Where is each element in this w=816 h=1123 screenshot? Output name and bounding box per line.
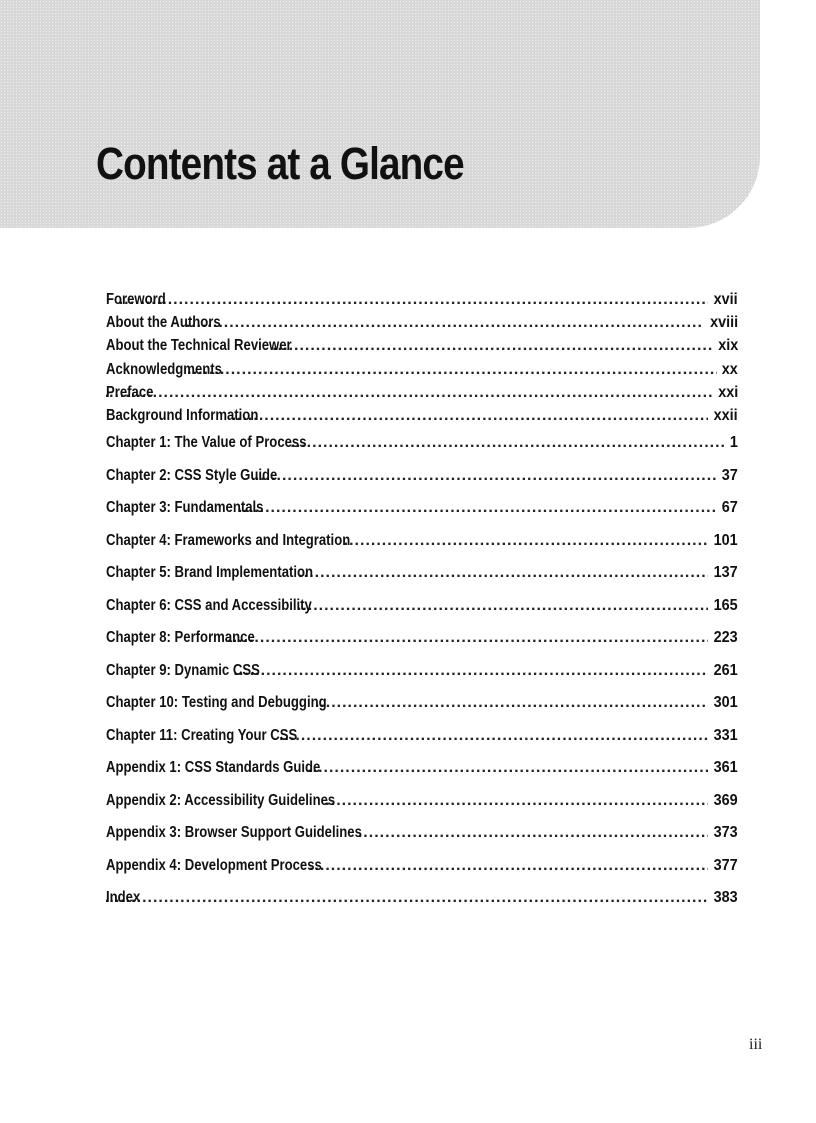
toc-entry-page: xxii (713, 406, 738, 424)
toc-entry-page: xviii (709, 314, 738, 332)
dot-leader (186, 311, 704, 334)
toc-entry-page: 37 (721, 466, 738, 484)
toc-entry-label: Acknowledgments (106, 360, 222, 378)
toc-entry-chapter-4[interactable] (106, 525, 738, 558)
toc-entry-page: xvii (713, 291, 738, 308)
toc-entry-page: 383 (713, 889, 738, 907)
toc-entry-label: Background Information (106, 406, 259, 424)
toc-entry-page: 223 (713, 629, 738, 647)
toc-entry-page: xx (721, 360, 738, 378)
toc-entry-page: xxi (717, 383, 738, 401)
dot-leader (298, 557, 708, 590)
dot-leader (358, 817, 708, 850)
toc-entry-page: 369 (713, 791, 738, 809)
toc-entry-page: 361 (713, 759, 738, 777)
toc-entry-chapter-9[interactable] (106, 655, 738, 688)
toc-entry-label: Chapter 9: Dynamic CSS (106, 661, 260, 679)
toc-entry-chapter-11[interactable] (106, 720, 738, 753)
toc-entry-label: Chapter 6: CSS and Accessibility (106, 596, 312, 614)
toc-entry-chapter-8[interactable] (106, 622, 738, 655)
toc-entry-preface[interactable] (106, 381, 738, 404)
toc-entry-page: 137 (713, 564, 738, 582)
toc-entry-appendix-1[interactable] (106, 752, 738, 785)
toc-entry-label: About the Authors (106, 314, 221, 332)
toc-entry-acknowledgments[interactable] (106, 358, 738, 381)
toc-entry-index[interactable] (106, 882, 738, 915)
toc-entry-label: Appendix 4: Development Process (106, 856, 322, 874)
toc-entry-chapter-10[interactable] (106, 687, 738, 720)
toc-entry-label: Appendix 1: CSS Standards Guide (106, 759, 321, 777)
toc-entry-label: About the Technical Reviewer (106, 337, 292, 355)
toc-entry-chapter-1[interactable] (106, 427, 738, 460)
toc-entry-foreword[interactable] (106, 288, 738, 311)
toc-entry-page: 377 (713, 856, 738, 874)
page-number: iii (749, 1036, 763, 1053)
dot-leader (238, 492, 717, 525)
toc-entry-label: Preface (106, 383, 154, 401)
toc-entry-label: Foreword (106, 291, 166, 308)
toc-entry-page: 331 (713, 726, 738, 744)
toc-entry-label: Appendix 2: Accessibility Guidelines (106, 791, 336, 809)
toc-entry-page: xix (717, 337, 738, 355)
dot-leader (315, 687, 708, 720)
toc-entry-chapter-3[interactable] (106, 492, 738, 525)
page-title: Contents at a Glance (96, 138, 464, 189)
toc-entry-page: 1 (729, 434, 738, 452)
toc-entry-page: 165 (713, 596, 738, 614)
dot-leader (233, 655, 708, 688)
toc-entry-label: Chapter 1: The Value of Process (106, 434, 307, 452)
toc-entry-label: Appendix 3: Browser Support Guidelines (106, 824, 362, 842)
toc-entry-about-the-technical-reviewer[interactable] (106, 334, 738, 357)
toc-entry-chapter-2[interactable] (106, 460, 738, 493)
table-of-contents (106, 288, 738, 915)
toc-entry-label: Chapter 8: Performance (106, 629, 255, 647)
dot-leader (297, 590, 708, 623)
dot-leader (187, 358, 717, 381)
dot-leader (227, 622, 708, 655)
toc-entry-page: 67 (721, 499, 738, 517)
toc-entry-label: Index (106, 889, 141, 907)
toc-entry-label: Chapter 2: CSS Style Guide (106, 466, 278, 484)
dot-leader (232, 404, 709, 427)
dot-leader (272, 334, 713, 357)
header-band (0, 0, 760, 228)
toc-entry-label: Chapter 11: Creating Your CSS (106, 726, 298, 744)
dot-leader (325, 785, 708, 818)
toc-entry-appendix-3[interactable] (106, 817, 738, 850)
toc-entry-page: 261 (713, 661, 738, 679)
dot-leader (119, 288, 709, 311)
toc-entry-label: Chapter 3: Fundamentals (106, 499, 264, 517)
toc-entry-label: Chapter 5: Brand Implementation (106, 564, 314, 582)
dot-leader (106, 381, 713, 404)
dot-leader (255, 460, 717, 493)
dot-leader (290, 427, 726, 460)
toc-entry-appendix-2[interactable] (106, 785, 738, 818)
dot-leader (307, 752, 708, 785)
dot-leader (106, 882, 708, 915)
toc-entry-label: Chapter 4: Frameworks and Integration (106, 531, 351, 549)
toc-entry-about-the-authors[interactable] (106, 311, 738, 334)
dot-leader (279, 720, 708, 753)
toc-entry-background-information[interactable] (106, 404, 738, 427)
toc-entry-page: 101 (713, 531, 738, 549)
toc-entry-chapter-6[interactable] (106, 590, 738, 623)
toc-entry-page: 301 (713, 694, 738, 712)
toc-entry-label: Chapter 10: Testing and Debugging (106, 694, 327, 712)
toc-entry-chapter-5[interactable] (106, 557, 738, 590)
toc-entry-page: 373 (713, 824, 738, 842)
dot-leader (309, 850, 708, 883)
toc-entry-appendix-4[interactable] (106, 850, 738, 883)
dot-leader (344, 525, 709, 558)
